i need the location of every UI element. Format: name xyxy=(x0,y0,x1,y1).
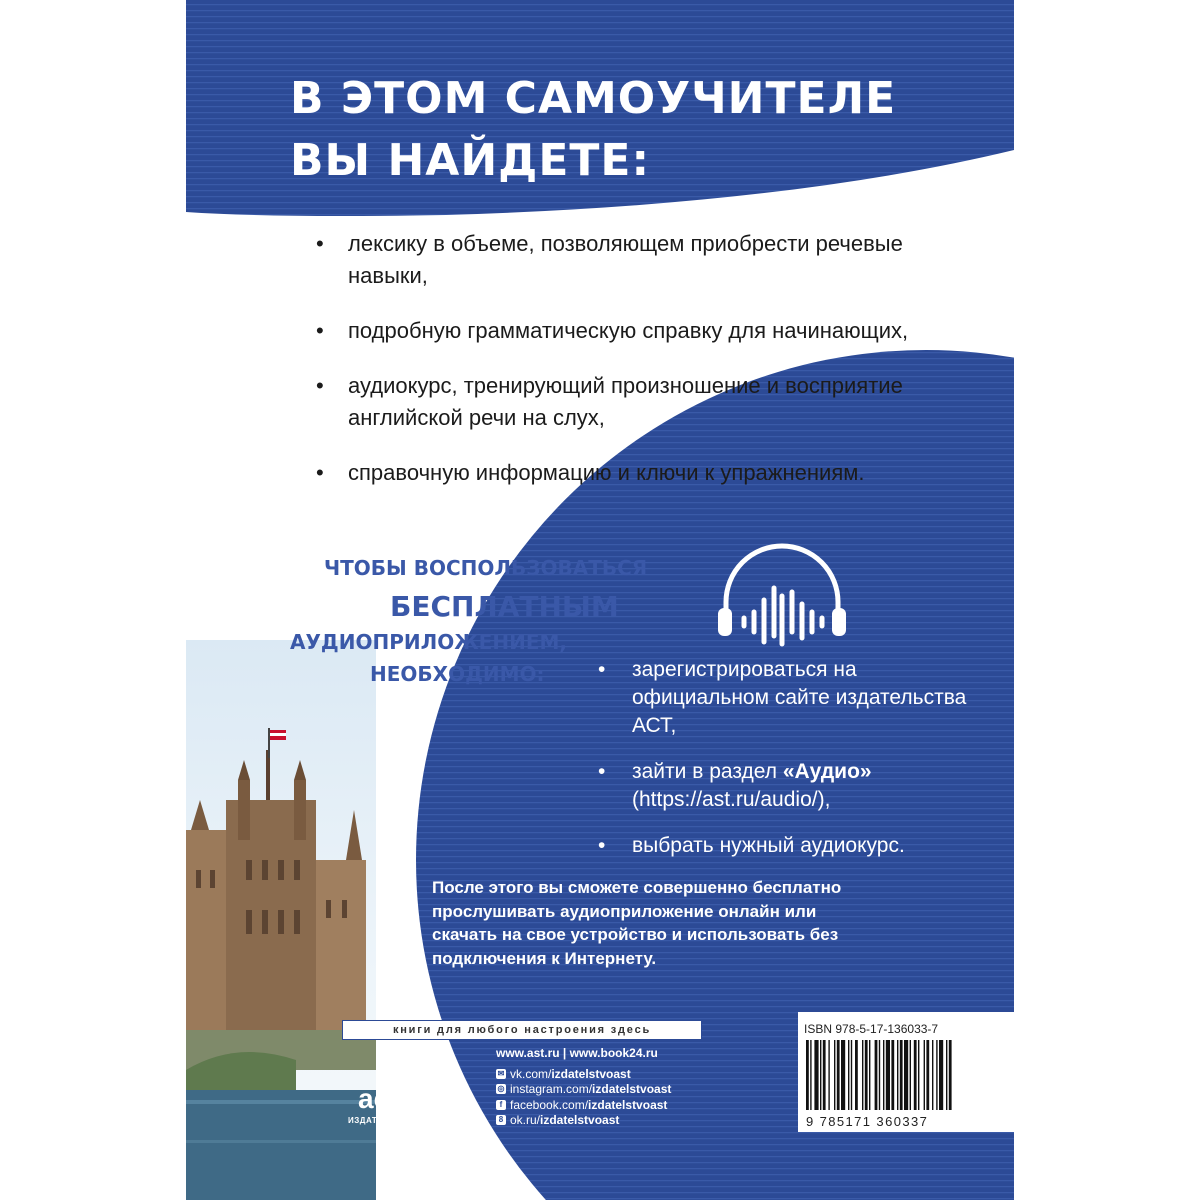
barcode-bar xyxy=(946,1040,947,1110)
barcode-bar xyxy=(875,1040,878,1110)
bullet-icon: • xyxy=(316,318,324,343)
barcode-bar xyxy=(828,1040,829,1110)
tagline: книги для любого настроения здесь xyxy=(342,1020,702,1040)
barcode-bar xyxy=(883,1040,884,1110)
cta-line-4: НЕОБХОДИМО: xyxy=(370,662,545,686)
feature-text: лексику в объеме, позволяющем приобрести речевые навыки, xyxy=(348,231,903,288)
feature-item xyxy=(316,457,916,489)
feature-text: аудиокурс, тренирующий произношение и восприятие английской речи на слух, xyxy=(348,373,903,430)
book-back-cover xyxy=(186,0,1014,1200)
feature-item xyxy=(316,228,916,292)
features-list xyxy=(316,228,916,512)
steps-list xyxy=(598,656,998,878)
cta-line-3: АУДИОПРИЛОЖЕНИЕМ, xyxy=(290,630,567,654)
after-text: После этого вы сможете совершенно бесплатно прослушивать аудиоприложение онлайн или скачать на свое устройство и использовать без подключения к Интернету. xyxy=(432,878,842,968)
cta-line-1: ЧТОБЫ ВОСПОЛЬЗОВАТЬСЯ xyxy=(324,556,648,580)
link-prefix: vk.com/ xyxy=(510,1066,552,1081)
bullet-icon: • xyxy=(598,834,606,857)
step-text: выбрать нужный аудиокурс. xyxy=(632,834,905,857)
feature-text: подробную грамматическую справку для начинающих, xyxy=(348,318,909,343)
barcode-bar xyxy=(936,1040,937,1110)
link-prefix: instagram.com/ xyxy=(510,1082,593,1097)
step-text: зайти в раздел xyxy=(632,760,783,783)
link-prefix: ok.ru/ xyxy=(510,1113,541,1128)
barcode-bar xyxy=(814,1040,818,1110)
feature-item xyxy=(316,315,916,347)
website-links[interactable]: www.ast.ru | www.book24.ru xyxy=(496,1046,658,1060)
barcode-bar xyxy=(900,1040,903,1110)
barcode-bar xyxy=(806,1040,809,1110)
barcode-bar xyxy=(910,1040,911,1110)
barcode-bar xyxy=(848,1040,849,1110)
facebook-icon: f xyxy=(496,1100,506,1110)
heading-line-2: ВЫ НАЙДЕТЕ: xyxy=(290,135,651,186)
bullet-icon: • xyxy=(316,460,324,485)
barcode-bar xyxy=(862,1040,863,1110)
barcode xyxy=(804,1040,1004,1114)
bullet-icon: • xyxy=(598,658,606,681)
link-handle: izdatelstvoast xyxy=(551,1066,631,1081)
instagram-icon: ◎ xyxy=(497,1084,505,1094)
cta-line-2: БЕСПЛАТНЫМ xyxy=(390,590,619,623)
link-handle: izdatelstvoast xyxy=(588,1097,668,1112)
social-link-ok[interactable] xyxy=(496,1113,671,1129)
barcode-bar xyxy=(823,1040,826,1110)
barcode-bar xyxy=(918,1040,919,1110)
barcode-bar xyxy=(820,1040,821,1110)
barcode-bar xyxy=(869,1040,870,1110)
barcode-bar xyxy=(865,1040,868,1110)
step-item xyxy=(598,832,998,860)
heading-line-1: В ЭТОМ САМОУЧИТЕЛЕ xyxy=(290,73,897,124)
logo-caption: ИЗДАТЕЛЬСКАЯ ГРУППА АСТ xyxy=(348,1116,478,1125)
barcode-bar xyxy=(939,1040,943,1110)
cover-heading xyxy=(290,68,990,192)
barcode-bar xyxy=(851,1040,852,1110)
barcode-bar xyxy=(855,1040,858,1110)
ok-icon: 8 xyxy=(496,1115,506,1125)
bullet-icon: • xyxy=(598,760,606,783)
barcode-bar xyxy=(904,1040,908,1110)
feature-item xyxy=(316,370,916,434)
social-link-facebook[interactable] xyxy=(496,1097,671,1113)
barcode-bar xyxy=(949,1040,952,1110)
barcode-number: 9 785171 360337 xyxy=(806,1114,929,1129)
social-links xyxy=(496,1066,671,1128)
link-prefix: facebook.com/ xyxy=(510,1097,589,1112)
barcode-bar xyxy=(834,1040,835,1110)
link-handle: izdatelstvoast xyxy=(540,1113,620,1128)
barcode-bar xyxy=(932,1040,933,1110)
vk-icon: ✉ xyxy=(497,1068,505,1078)
barcode-bar xyxy=(879,1040,880,1110)
audio-section-name: «Аудио» xyxy=(782,760,872,783)
barcode-bar xyxy=(926,1040,929,1110)
barcode-bar xyxy=(837,1040,840,1110)
step-text: зарегистрироваться на официальном сайте издательства АСТ, xyxy=(632,658,967,737)
feature-text: справочную информацию и ключи к упражнениям. xyxy=(348,460,865,485)
barcode-bar xyxy=(886,1040,890,1110)
step-item xyxy=(598,656,998,740)
audio-url[interactable]: (https://ast.ru/audio/), xyxy=(632,788,831,811)
social-link-vk[interactable] xyxy=(496,1066,671,1082)
bullet-icon: • xyxy=(316,373,324,398)
logo-text: аст xyxy=(358,1083,403,1114)
barcode-bar xyxy=(891,1040,894,1110)
step-item xyxy=(598,758,998,814)
social-link-instagram[interactable] xyxy=(496,1082,671,1098)
barcode-bar xyxy=(841,1040,845,1110)
barcode-bar xyxy=(897,1040,898,1110)
isbn-label: ISBN 978-5-17-136033-7 xyxy=(804,1022,939,1036)
barcode-bar xyxy=(924,1040,925,1110)
barcode-bar xyxy=(810,1040,811,1110)
barcode-bar xyxy=(914,1040,917,1110)
link-handle: izdatelstvoast xyxy=(592,1082,672,1097)
bullet-icon: • xyxy=(316,231,324,256)
